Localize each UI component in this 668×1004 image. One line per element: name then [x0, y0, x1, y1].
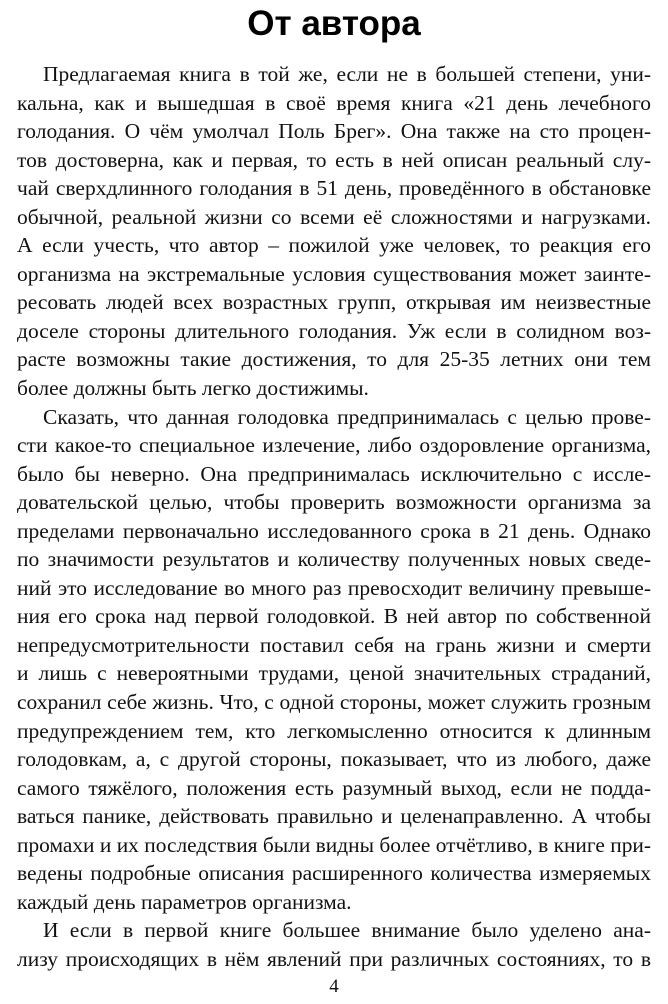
page-title: От автора [247, 4, 421, 43]
text-line: ресовать людей всех возрастных групп, открывая им неизвестные [17, 290, 651, 315]
text-line: сти какое-то специальное излечение, либо оздоровление организма, [17, 433, 651, 458]
text-line: было бы неверно. Она предпринималась исключительно с иссле- [17, 461, 651, 486]
text-line: доселе стороны длительного голодания. Уж если в солидном воз- [17, 318, 651, 343]
text-line: ведены подробные описания расширенного количества измеряемых [17, 861, 651, 886]
text-line: по значимости результатов и количеству полученных новых сведе- [17, 547, 651, 572]
text-line: ваться панике, действовать правильно и целенаправленно. А чтобы [17, 804, 651, 829]
text-line: обычной, реальной жизни со всеми её сложностями и нагрузками. [17, 204, 651, 229]
paragraph [17, 60, 651, 403]
text-line: каждый день параметров организма. [17, 889, 352, 914]
text-line: кальна, как и вышедшая в своё время книга «21 день лечебного [17, 90, 651, 115]
page-number: 4 [329, 976, 339, 997]
text-line: организма на экстремальные условия существования может заинте- [17, 261, 651, 286]
paragraph [17, 403, 651, 917]
text-line: пределами первоначально исследованного срока в 21 день. Однако [17, 518, 651, 543]
text-line: предупреждением тем, кто легкомысленно относится к длинным [17, 718, 651, 743]
text-line: довательской целью, чтобы проверить возможности организма за [17, 490, 651, 515]
text-line: промахи и их последствия были видны более отчётливо, в книге при- [17, 832, 651, 857]
text-line: самого тяжёлого, положения есть разумный выход, если не подда- [17, 775, 651, 800]
text-line: Сказать, что данная голодовка предпринималась с целью прове- [43, 404, 651, 429]
text-line: ний это исследование во много раз превосходит величину превыше- [17, 575, 651, 600]
text-line: голодовкам, а, с другой стороны, показывает, что из любого, даже [17, 747, 651, 772]
text-line: тов достоверна, как и первая, то есть в ней описан реальный слу- [17, 147, 651, 172]
text-line: непредусмотрительности поставил себя на грань жизни и смерти [17, 632, 651, 657]
body-text [17, 60, 651, 974]
text-line: более должны быть легко достижимы. [17, 376, 369, 401]
text-line: сохранил себе жизнь. Что, с одной стороны, может служить грозным [17, 690, 651, 715]
text-line: И если в первой книге большее внимание было уделено ана- [43, 918, 651, 943]
text-line: и лишь с невероятными трудами, ценой значительных страданий, [17, 661, 651, 686]
text-line: голодания. О чём умолчал Поль Брег». Она также на сто процен- [17, 119, 651, 144]
text-line: чай сверхдлинного голодания в 51 день, проведённого в обстановке [17, 176, 651, 201]
text-line: лизу происходящих в нём явлений при различных состояниях, то в [17, 946, 651, 971]
paragraph [17, 916, 651, 973]
text-line: А если учесть, что автор – пожилой уже человек, то реакция его [17, 233, 651, 258]
text-line: Предлагаемая книга в той же, если не в большей степени, уни- [43, 62, 651, 86]
text-line: расте возможны такие достижения, то для 25-35 летних они тем [17, 347, 651, 372]
text-line: ния его срока над первой голодовкой. В ней автор по собственной [17, 604, 651, 629]
